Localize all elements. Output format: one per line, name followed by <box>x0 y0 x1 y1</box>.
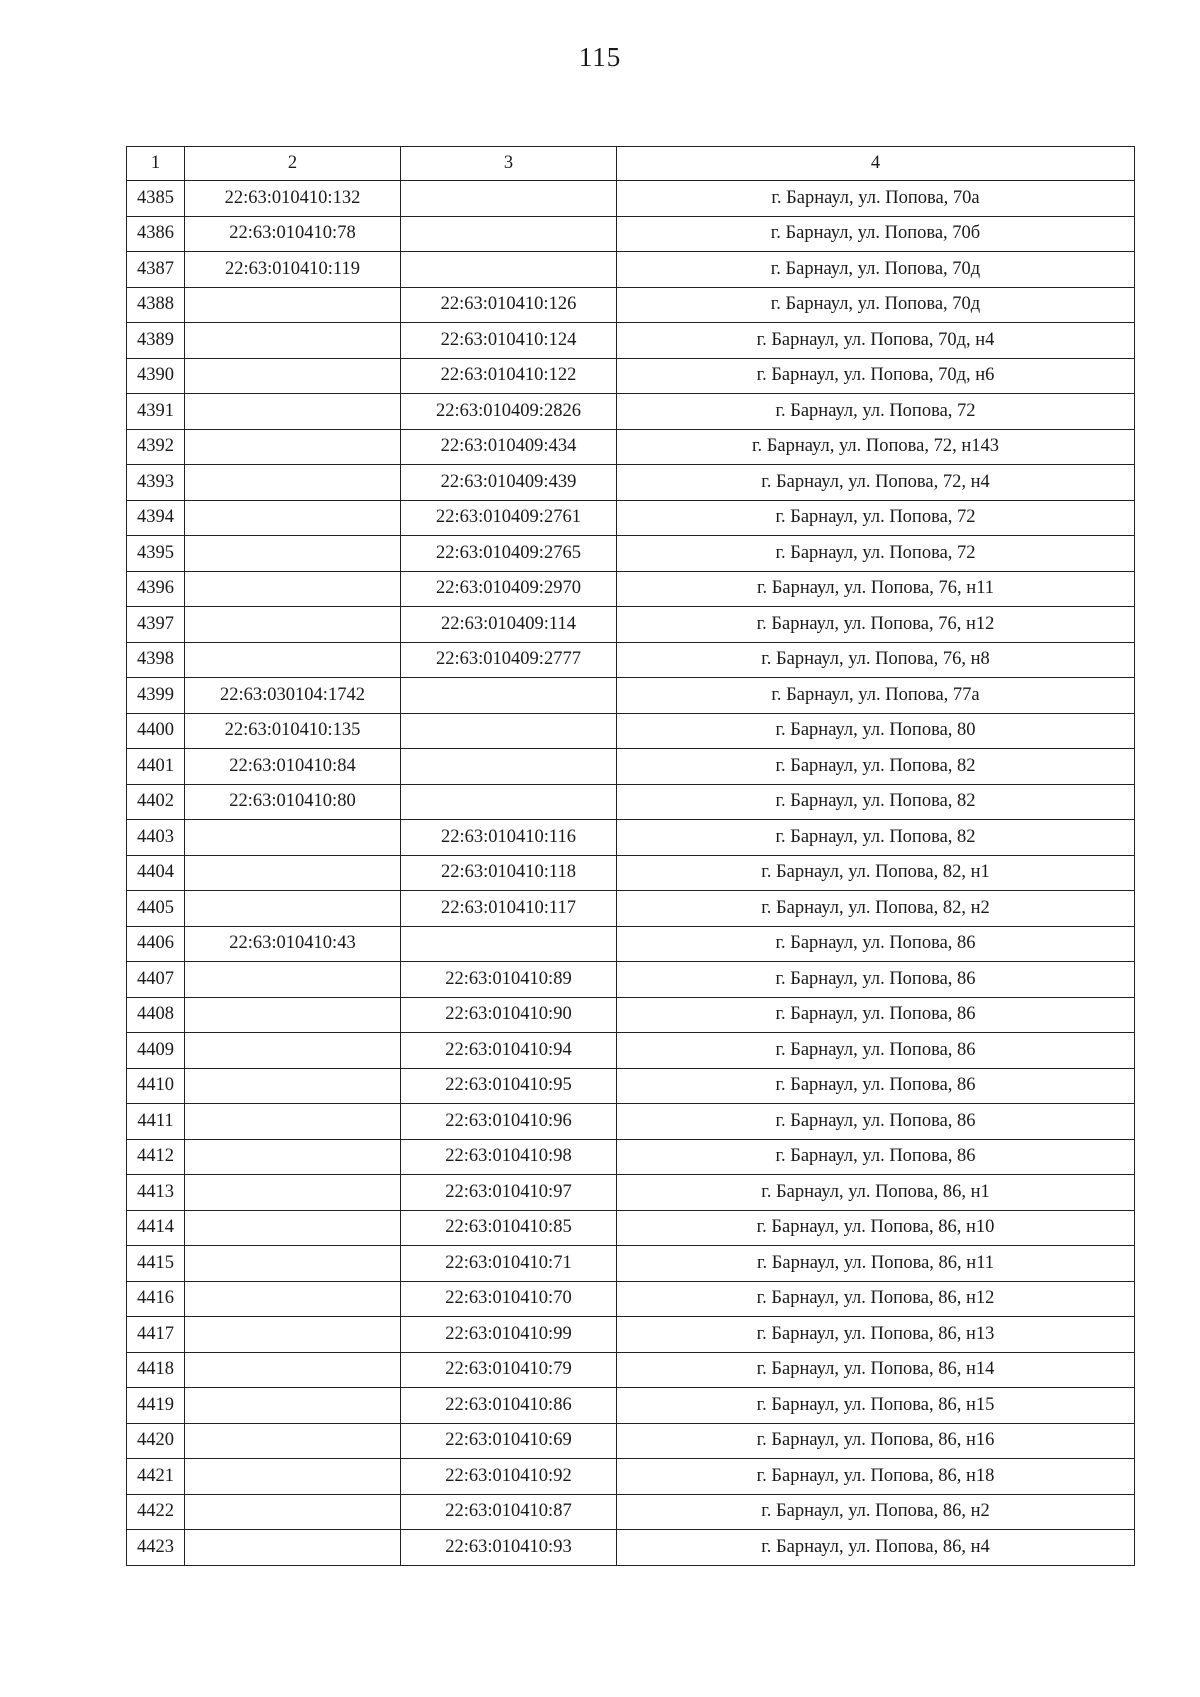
address-cell: г. Барнаул, ул. Попова, 86, н18 <box>617 1459 1135 1495</box>
parcel-number-cell: 22:63:010410:118 <box>401 855 617 891</box>
parcel-number-cell: 22:63:010410:89 <box>401 962 617 998</box>
cadastral-number-cell <box>185 1068 401 1104</box>
cadastral-number-cell <box>185 1246 401 1282</box>
row-number-cell: 4412 <box>127 1139 185 1175</box>
address-cell: г. Барнаул, ул. Попова, 77а <box>617 678 1135 714</box>
header-col-2: 2 <box>185 147 401 181</box>
parcel-number-cell: 22:63:010410:79 <box>401 1352 617 1388</box>
table-row <box>127 1423 1135 1459</box>
table-row <box>127 1281 1135 1317</box>
table-row <box>127 323 1135 359</box>
table-row <box>127 500 1135 536</box>
address-cell: г. Барнаул, ул. Попова, 86 <box>617 997 1135 1033</box>
table-header <box>127 147 1135 181</box>
row-number-cell: 4401 <box>127 749 185 785</box>
table-row <box>127 181 1135 217</box>
parcel-number-cell: 22:63:010409:2765 <box>401 536 617 572</box>
address-cell: г. Барнаул, ул. Попова, 72, н4 <box>617 465 1135 501</box>
table-row <box>127 1246 1135 1282</box>
row-number-cell: 4410 <box>127 1068 185 1104</box>
cadastral-number-cell <box>185 607 401 643</box>
cadastral-number-cell <box>185 820 401 856</box>
cadastral-number-cell: 22:63:010410:78 <box>185 216 401 252</box>
address-cell: г. Барнаул, ул. Попова, 70д <box>617 252 1135 288</box>
cadastral-number-cell <box>185 394 401 430</box>
cadastral-number-cell <box>185 1388 401 1424</box>
cadastral-number-cell <box>185 571 401 607</box>
row-number-cell: 4386 <box>127 216 185 252</box>
parcel-number-cell: 22:63:010410:94 <box>401 1033 617 1069</box>
parcel-number-cell <box>401 252 617 288</box>
row-number-cell: 4404 <box>127 855 185 891</box>
parcel-number-cell <box>401 216 617 252</box>
parcel-number-cell: 22:63:010409:2777 <box>401 642 617 678</box>
row-number-cell: 4417 <box>127 1317 185 1353</box>
row-number-cell: 4398 <box>127 642 185 678</box>
row-number-cell: 4420 <box>127 1423 185 1459</box>
address-cell: г. Барнаул, ул. Попова, 86 <box>617 1068 1135 1104</box>
row-number-cell: 4407 <box>127 962 185 998</box>
cadastral-number-cell <box>185 1317 401 1353</box>
address-cell: г. Барнаул, ул. Попова, 76, н12 <box>617 607 1135 643</box>
row-number-cell: 4416 <box>127 1281 185 1317</box>
table-row <box>127 1530 1135 1566</box>
address-cell: г. Барнаул, ул. Попова, 82, н2 <box>617 891 1135 927</box>
table-row <box>127 429 1135 465</box>
cadastral-number-cell <box>185 1459 401 1495</box>
address-cell: г. Барнаул, ул. Попова, 82 <box>617 784 1135 820</box>
row-number-cell: 4400 <box>127 713 185 749</box>
table-row <box>127 1352 1135 1388</box>
row-number-cell: 4423 <box>127 1530 185 1566</box>
table-row <box>127 465 1135 501</box>
table-row <box>127 394 1135 430</box>
address-cell: г. Барнаул, ул. Попова, 86 <box>617 1139 1135 1175</box>
row-number-cell: 4389 <box>127 323 185 359</box>
cadastral-number-cell <box>185 855 401 891</box>
cadastral-number-cell <box>185 891 401 927</box>
row-number-cell: 4395 <box>127 536 185 572</box>
row-number-cell: 4392 <box>127 429 185 465</box>
cadastral-number-cell: 22:63:010410:84 <box>185 749 401 785</box>
address-cell: г. Барнаул, ул. Попова, 82, н1 <box>617 855 1135 891</box>
address-cell: г. Барнаул, ул. Попова, 86 <box>617 962 1135 998</box>
table-row <box>127 855 1135 891</box>
row-number-cell: 4405 <box>127 891 185 927</box>
cadastral-number-cell: 22:63:010410:135 <box>185 713 401 749</box>
parcel-number-cell: 22:63:010410:126 <box>401 287 617 323</box>
table-row <box>127 1033 1135 1069</box>
cadastral-number-cell <box>185 465 401 501</box>
parcel-number-cell: 22:63:010410:96 <box>401 1104 617 1140</box>
address-cell: г. Барнаул, ул. Попова, 86, н4 <box>617 1530 1135 1566</box>
table-row <box>127 1317 1135 1353</box>
cadastral-number-cell <box>185 536 401 572</box>
parcel-number-cell: 22:63:010410:122 <box>401 358 617 394</box>
cadastral-number-cell <box>185 323 401 359</box>
row-number-cell: 4411 <box>127 1104 185 1140</box>
table-row <box>127 926 1135 962</box>
table-row <box>127 820 1135 856</box>
parcel-number-cell: 22:63:010410:70 <box>401 1281 617 1317</box>
table-row <box>127 571 1135 607</box>
address-cell: г. Барнаул, ул. Попова, 72, н143 <box>617 429 1135 465</box>
header-col-3: 3 <box>401 147 617 181</box>
parcel-number-cell: 22:63:010410:98 <box>401 1139 617 1175</box>
cadastral-number-cell <box>185 287 401 323</box>
page-number: 115 <box>578 42 622 72</box>
table-body <box>127 181 1135 1566</box>
parcel-number-cell <box>401 181 617 217</box>
row-number-cell: 4388 <box>127 287 185 323</box>
row-number-cell: 4385 <box>127 181 185 217</box>
cadastral-number-cell <box>185 429 401 465</box>
address-cell: г. Барнаул, ул. Попова, 76, н8 <box>617 642 1135 678</box>
cadastral-number-cell: 22:63:030104:1742 <box>185 678 401 714</box>
table-row <box>127 252 1135 288</box>
cadastral-number-cell <box>185 1139 401 1175</box>
address-cell: г. Барнаул, ул. Попова, 86, н11 <box>617 1246 1135 1282</box>
row-number-cell: 4422 <box>127 1494 185 1530</box>
address-cell: г. Барнаул, ул. Попова, 86, н14 <box>617 1352 1135 1388</box>
table-row <box>127 287 1135 323</box>
cadastral-number-cell <box>185 1494 401 1530</box>
row-number-cell: 4390 <box>127 358 185 394</box>
parcel-number-cell <box>401 678 617 714</box>
registry-table <box>126 146 1135 1566</box>
header-col-4: 4 <box>617 147 1135 181</box>
table-row <box>127 1459 1135 1495</box>
table-row <box>127 1139 1135 1175</box>
row-number-cell: 4414 <box>127 1210 185 1246</box>
parcel-number-cell: 22:63:010410:117 <box>401 891 617 927</box>
table-row <box>127 1175 1135 1211</box>
address-cell: г. Барнаул, ул. Попова, 70д <box>617 287 1135 323</box>
table-row <box>127 678 1135 714</box>
row-number-cell: 4421 <box>127 1459 185 1495</box>
table-row <box>127 713 1135 749</box>
table-row <box>127 1494 1135 1530</box>
address-cell: г. Барнаул, ул. Попова, 70д, н4 <box>617 323 1135 359</box>
cadastral-number-cell <box>185 358 401 394</box>
parcel-number-cell: 22:63:010409:2970 <box>401 571 617 607</box>
parcel-number-cell: 22:63:010410:87 <box>401 1494 617 1530</box>
row-number-cell: 4396 <box>127 571 185 607</box>
table-row <box>127 216 1135 252</box>
address-cell: г. Барнаул, ул. Попова, 72 <box>617 394 1135 430</box>
cadastral-number-cell <box>185 1033 401 1069</box>
parcel-number-cell: 22:63:010409:439 <box>401 465 617 501</box>
row-number-cell: 4397 <box>127 607 185 643</box>
table-row <box>127 1068 1135 1104</box>
table-row <box>127 997 1135 1033</box>
table-row <box>127 1210 1135 1246</box>
table-row <box>127 358 1135 394</box>
parcel-number-cell: 22:63:010410:116 <box>401 820 617 856</box>
address-cell: г. Барнаул, ул. Попова, 86 <box>617 1104 1135 1140</box>
row-number-cell: 4419 <box>127 1388 185 1424</box>
parcel-number-cell <box>401 749 617 785</box>
address-cell: г. Барнаул, ул. Попова, 70д, н6 <box>617 358 1135 394</box>
row-number-cell: 4408 <box>127 997 185 1033</box>
parcel-number-cell: 22:63:010409:2761 <box>401 500 617 536</box>
parcel-number-cell <box>401 713 617 749</box>
cadastral-number-cell <box>185 1104 401 1140</box>
row-number-cell: 4391 <box>127 394 185 430</box>
address-cell: г. Барнаул, ул. Попова, 82 <box>617 820 1135 856</box>
address-cell: г. Барнаул, ул. Попова, 86, н10 <box>617 1210 1135 1246</box>
address-cell: г. Барнаул, ул. Попова, 70б <box>617 216 1135 252</box>
table-row <box>127 1388 1135 1424</box>
cadastral-number-cell <box>185 1175 401 1211</box>
row-number-cell: 4402 <box>127 784 185 820</box>
address-cell: г. Барнаул, ул. Попова, 86, н15 <box>617 1388 1135 1424</box>
parcel-number-cell: 22:63:010410:97 <box>401 1175 617 1211</box>
parcel-number-cell: 22:63:010410:92 <box>401 1459 617 1495</box>
header-row <box>127 147 1135 181</box>
cadastral-number-cell <box>185 500 401 536</box>
row-number-cell: 4394 <box>127 500 185 536</box>
address-cell: г. Барнаул, ул. Попова, 86, н1 <box>617 1175 1135 1211</box>
row-number-cell: 4418 <box>127 1352 185 1388</box>
parcel-number-cell: 22:63:010410:86 <box>401 1388 617 1424</box>
table-row <box>127 962 1135 998</box>
address-cell: г. Барнаул, ул. Попова, 70а <box>617 181 1135 217</box>
address-cell: г. Барнаул, ул. Попова, 76, н11 <box>617 571 1135 607</box>
row-number-cell: 4406 <box>127 926 185 962</box>
cadastral-number-cell <box>185 1423 401 1459</box>
row-number-cell: 4393 <box>127 465 185 501</box>
cadastral-number-cell: 22:63:010410:132 <box>185 181 401 217</box>
address-cell: г. Барнаул, ул. Попова, 86, н2 <box>617 1494 1135 1530</box>
table-row <box>127 642 1135 678</box>
cadastral-number-cell <box>185 1210 401 1246</box>
parcel-number-cell: 22:63:010409:2826 <box>401 394 617 430</box>
row-number-cell: 4399 <box>127 678 185 714</box>
cadastral-number-cell <box>185 962 401 998</box>
parcel-number-cell: 22:63:010410:69 <box>401 1423 617 1459</box>
parcel-number-cell: 22:63:010410:124 <box>401 323 617 359</box>
cadastral-number-cell: 22:63:010410:119 <box>185 252 401 288</box>
row-number-cell: 4413 <box>127 1175 185 1211</box>
address-cell: г. Барнаул, ул. Попова, 72 <box>617 536 1135 572</box>
cadastral-number-cell <box>185 1530 401 1566</box>
table-row <box>127 536 1135 572</box>
address-cell: г. Барнаул, ул. Попова, 72 <box>617 500 1135 536</box>
table-row <box>127 1104 1135 1140</box>
parcel-number-cell <box>401 926 617 962</box>
address-cell: г. Барнаул, ул. Попова, 86 <box>617 1033 1135 1069</box>
cadastral-number-cell <box>185 997 401 1033</box>
row-number-cell: 4409 <box>127 1033 185 1069</box>
table-row <box>127 891 1135 927</box>
row-number-cell: 4387 <box>127 252 185 288</box>
parcel-number-cell: 22:63:010410:99 <box>401 1317 617 1353</box>
header-col-1: 1 <box>127 147 185 181</box>
address-cell: г. Барнаул, ул. Попова, 86, н12 <box>617 1281 1135 1317</box>
parcel-number-cell: 22:63:010409:434 <box>401 429 617 465</box>
cadastral-number-cell <box>185 642 401 678</box>
parcel-number-cell <box>401 784 617 820</box>
parcel-number-cell: 22:63:010410:93 <box>401 1530 617 1566</box>
address-cell: г. Барнаул, ул. Попова, 86, н13 <box>617 1317 1135 1353</box>
table-row <box>127 607 1135 643</box>
cadastral-number-cell <box>185 1352 401 1388</box>
parcel-number-cell: 22:63:010410:95 <box>401 1068 617 1104</box>
cadastral-number-cell <box>185 1281 401 1317</box>
address-cell: г. Барнаул, ул. Попова, 80 <box>617 713 1135 749</box>
parcel-number-cell: 22:63:010410:85 <box>401 1210 617 1246</box>
table-row <box>127 784 1135 820</box>
table-row <box>127 749 1135 785</box>
row-number-cell: 4415 <box>127 1246 185 1282</box>
row-number-cell: 4403 <box>127 820 185 856</box>
cadastral-number-cell: 22:63:010410:43 <box>185 926 401 962</box>
address-cell: г. Барнаул, ул. Попова, 86 <box>617 926 1135 962</box>
parcel-number-cell: 22:63:010410:71 <box>401 1246 617 1282</box>
address-cell: г. Барнаул, ул. Попова, 86, н16 <box>617 1423 1135 1459</box>
parcel-number-cell: 22:63:010409:114 <box>401 607 617 643</box>
cadastral-number-cell: 22:63:010410:80 <box>185 784 401 820</box>
parcel-number-cell: 22:63:010410:90 <box>401 997 617 1033</box>
address-cell: г. Барнаул, ул. Попова, 82 <box>617 749 1135 785</box>
